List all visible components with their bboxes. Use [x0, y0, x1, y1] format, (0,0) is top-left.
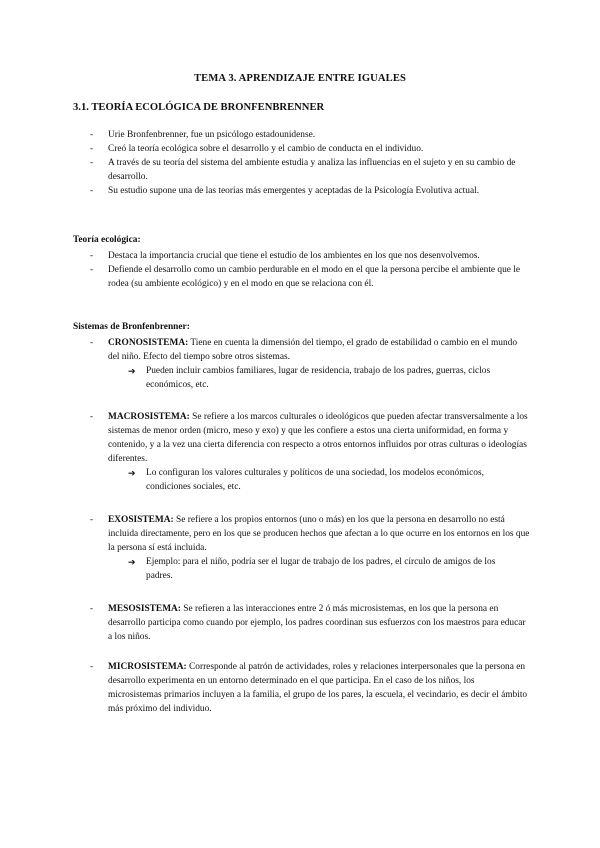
arrow-right-icon: ➔: [128, 366, 136, 376]
list-item: [90, 263, 535, 291]
list-item: [90, 128, 535, 142]
microsistema-text: [90, 660, 530, 716]
exosistema-description: Se refiere a los propios entornos (uno o más) en los que la persona en desarrollo no está incluida directamente, pero en los que se producen hechos que afectan a lo que ocurre en los entornos en los que la persona sí está incluida.: [108, 515, 530, 553]
microsistema-name: MICROSISTEMA:: [108, 662, 187, 672]
dash-bullet: -: [90, 158, 94, 168]
systems-heading: Sistemas de Bronfenbrenner:: [73, 322, 190, 332]
list-item-text: A través de su teoría del sistema del ambiente estudia y analiza las influencias en el sujeto y en su cambio de desarrollo.: [108, 158, 516, 182]
macrosistema-text: [90, 410, 530, 466]
cronosistema-name: CRONOSISTEMA:: [108, 338, 189, 348]
exosistema-name: EXOSISTEMA:: [108, 515, 174, 525]
list-item: [90, 142, 535, 156]
list-item: [90, 184, 535, 198]
dash-bullet: -: [90, 662, 94, 672]
dash-bullet: -: [90, 515, 94, 525]
dash-bullet: -: [90, 130, 94, 140]
list-item-text: Su estudio supone una de las teorías más emergentes y aceptadas de la Psicología Evolutiva actual.: [108, 186, 480, 196]
macrosistema-description: Se refiere a los marcos culturales o ideológicos que pueden afectar transversalmente a los sistemas de menor orden (micro, meso y exo) y que les confiere a estos una cierta uniformidad, en forma y contenido, y a la vez una cierta diferencia con respecto a otros entornos influidos por otras culturas o ideologías diferentes.: [108, 412, 528, 464]
document-title: TEMA 3. APRENDIZAJE ENTRE IGUALES: [194, 73, 406, 84]
dash-bullet: -: [90, 412, 94, 422]
arrow-right-icon: ➔: [128, 468, 136, 478]
dash-bullet: -: [90, 265, 94, 275]
exosistema-text: [90, 513, 530, 555]
dash-bullet: -: [90, 604, 94, 614]
ecological-list: [90, 249, 535, 291]
mesosistema-description: Se refieren a las interacciones entre 2 ó más microsistemas, en los que la persona en desarrollo participa como cuando por ejemplo, los padres coordinan sus esfuerzos con los maestros para educar a los niños.: [108, 604, 526, 642]
dash-bullet: -: [90, 251, 94, 261]
mesosistema-block: [90, 602, 530, 644]
dash-bullet: -: [90, 144, 94, 154]
exosistema-block: [90, 513, 530, 583]
cronosistema-text: [90, 336, 530, 364]
ecological-heading: Teoría ecológica:: [73, 235, 141, 245]
list-item-text: Urie Bronfenbrenner, fue un psicólogo estadounidense.: [108, 130, 316, 140]
cronosistema-description: Tiene en cuenta la dimensión del tiempo, el grado de estabilidad o cambio en el mundo del niño. Efecto del tiempo sobre otros sistemas.: [108, 338, 518, 362]
section-heading: 3.1. TEORÍA ECOLÓGICA DE BRONFENBRENNER: [73, 102, 325, 113]
list-item-text: Creó la teoría ecológica sobre el desarrollo y el cambio de conducta en el individuo.: [108, 144, 424, 154]
mesosistema-name: MESOSISTEMA:: [108, 604, 181, 614]
list-item-text: Defiende el desarrollo como un cambio perdurable en el modo en el que la persona percibe el ambiente que le rodea (su ambiente ecológico) y en el modo en que se relaciona con él.: [108, 265, 521, 289]
exosistema-subitem-text: Ejemplo: para el niño, podría ser el lugar de trabajo de los padres, el círculo de amigos de los padres.: [146, 557, 496, 581]
macrosistema-subitem-text: Lo configuran los valores culturales y políticos de una sociedad, los modelos económicos, condiciones sociales, etc.: [146, 468, 484, 492]
macrosistema-name: MACROSISTEMA:: [108, 412, 190, 422]
microsistema-description: Corresponde al patrón de actividades, roles y relaciones interpersonales que la persona en desarrollo experimenta en un entorno determinado en el que participa. En el caso de los niños, los microsistemas primarios incluyen a la familia, el grupo de los pares, la escuela, el vecindario, es decir el ámbito más próximo del individuo.: [108, 662, 528, 714]
list-item: [90, 249, 535, 263]
list-item-text: Destaca la importancia crucial que tiene el estudio de los ambientes en los que nos desenvolvemos.: [108, 251, 480, 261]
cronosistema-block: [90, 336, 530, 392]
microsistema-block: [90, 660, 530, 716]
cronosistema-subitem-text: Pueden incluir cambios familiares, lugar de residencia, trabajo de los padres, guerras, ciclos económicos, etc.: [146, 366, 491, 390]
intro-list: [90, 128, 535, 198]
mesosistema-text: [90, 602, 530, 644]
exosistema-subitem: [90, 555, 496, 583]
cronosistema-subitem: [90, 364, 496, 392]
list-item: [90, 156, 535, 184]
dash-bullet: -: [90, 186, 94, 196]
dash-bullet: -: [90, 338, 94, 348]
arrow-right-icon: ➔: [128, 557, 136, 567]
macrosistema-subitem: [90, 466, 496, 494]
macrosistema-block: [90, 410, 530, 494]
